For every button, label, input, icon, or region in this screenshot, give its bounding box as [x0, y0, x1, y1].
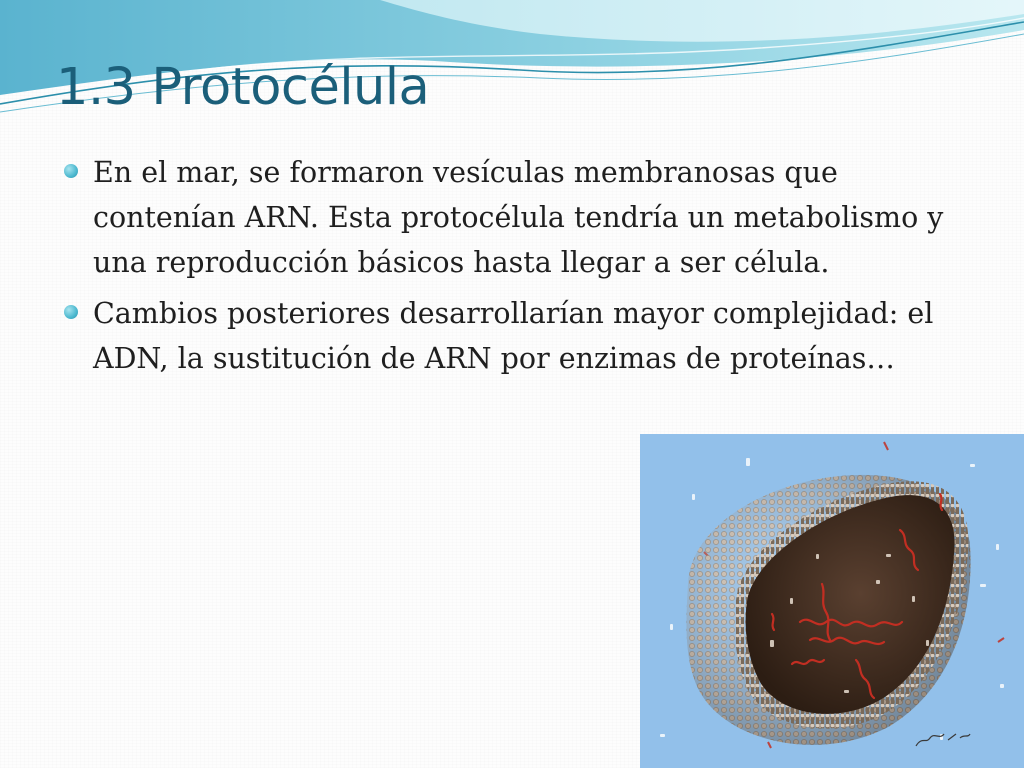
slide-title: 1.3 Protocélula — [56, 58, 430, 117]
bullet-icon — [64, 305, 78, 319]
protocell-illustration — [640, 434, 1024, 768]
bullet-item — [62, 150, 982, 285]
bullet-text: Cambios posteriores desarrollarían mayor complejidad: el ADN, la sustitución de ARN por enzimas de proteínas… — [93, 297, 934, 375]
bullet-text: En el mar, se formaron vesículas membranosas que contenían ARN. Esta protocélula tendría un metabolismo y una reproducción básicos hasta llegar a ser célula. — [93, 156, 944, 279]
bullet-list — [62, 150, 982, 387]
bullet-icon — [64, 164, 78, 178]
bullet-item — [62, 291, 982, 381]
